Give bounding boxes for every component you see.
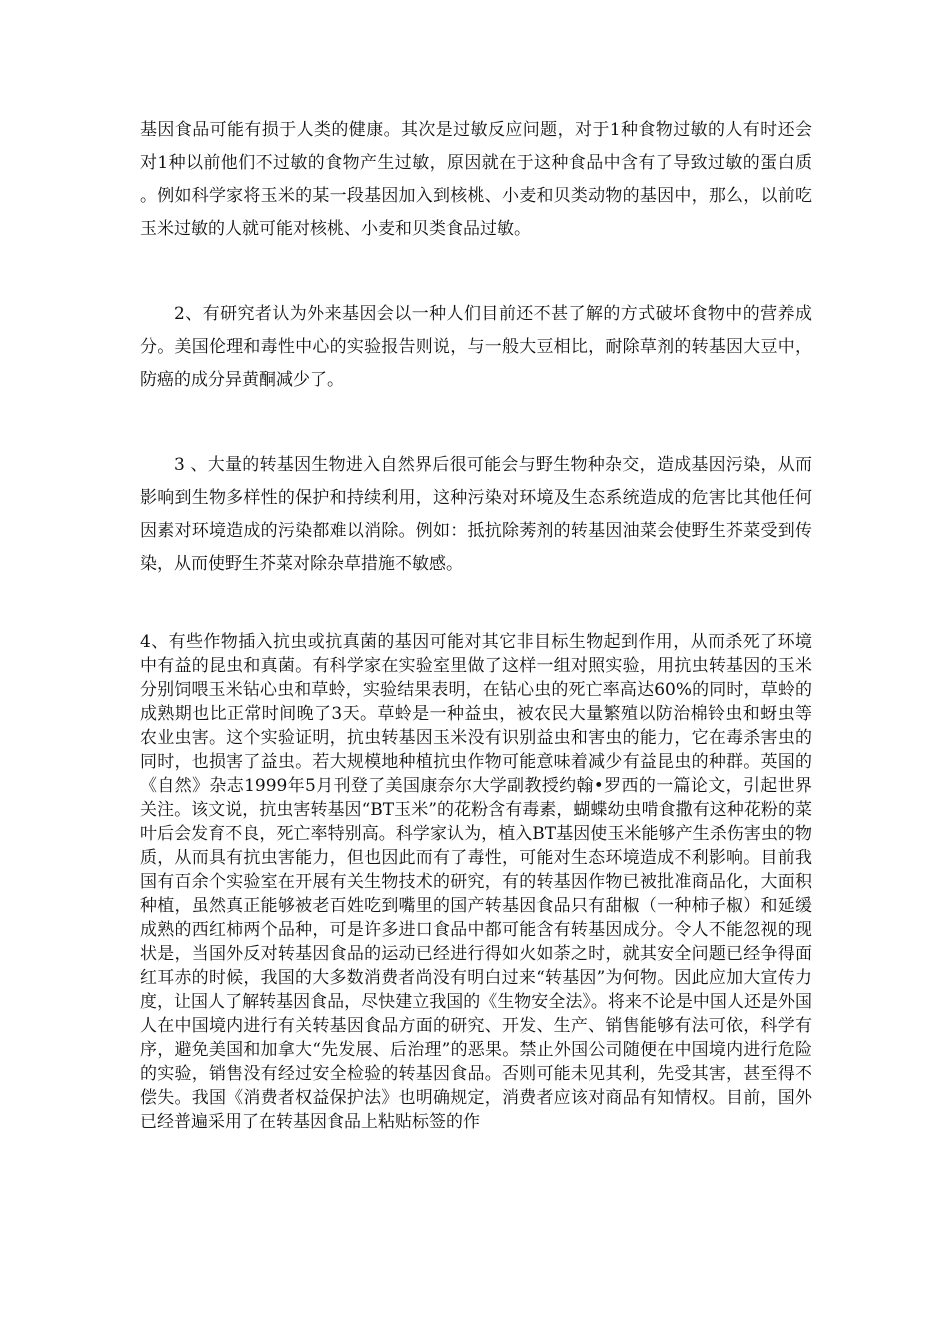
paragraph-nutrition: 2、有研究者认为外来基因会以一种人们目前还不甚了解的方式破坏食物中的营养成分。美国伦理和毒性中心的实验报告则说，与一般大豆相比，耐除草剂的转基因大豆中，防癌的成分异黄酮减少了。 xyxy=(140,304,812,390)
paragraph-gene-pollution: 3 、大量的转基因生物进入自然界后很可能会与野生物种杂交，造成基因污染，从而影响到生物多样性的保护和持续利用，这种污染对环境及生态系统造成的危害比其他任何因素对环境造成的污染都难以消除。例如：抵抗除莠剂的转基因油菜会使野生芥菜受到传染，从而使野生芥菜对除杂草措施不敏感。 xyxy=(140,455,812,574)
paragraph-allergy: 基因食品可能有损于人类的健康。其次是过敏反应问题，对于1种食物过敏的人有时还会对1种以前他们不过敏的食物产生过敏，原因就在于这种食品中含有了导致过敏的蛋白质。例如科学家将玉米的某一段基因加入到核桃、小麦和贝类动物的基因中，那么，以前吃玉米过敏的人就可能对核桃、小麦和贝类食品过敏。 xyxy=(140,120,812,239)
paragraph-non-target-organisms: 4、有些作物插入抗虫或抗真菌的基因可能对其它非目标生物起到作用，从而杀死了环境中有益的昆虫和真菌。有科学家在实验室里做了这样一组对照实验，用抗虫转基因的玉米分别饲喂玉米钻心虫和草蛉，实验结果表明，在钻心虫的死亡率高达60%的同时，草蛉的成熟期也比正常时间晚了3天。草蛉是一种益虫，被农民大量繁殖以防治棉铃虫和蚜虫等农业虫害。这个实验证明，抗虫转基因玉米没有识别益虫和害虫的能力，它在毒杀害虫的同时，也损害了益虫。若大规模地种植抗虫作物可能意味着减少有益昆虫的种群。英国的《自然》杂志1999年5月刊登了美国康奈尔大学副教授约翰•罗西的一篇论文，引起世界关注。该文说，抗虫害转基因“BT玉米”的花粉含有毒素，蝴蝶幼虫啃食撒有这种花粉的菜叶后会发育不良，死亡率特别高。科学家认为，植入BT基因使玉米能够产生杀伤害虫的物质，从而具有抗虫害能力，但也因此而有了毒性，可能对生态环境造成不利影响。目前我国有百余个实验室在开展有关生物技术的研究，有的转基因作物已被批准商品化，大面积种植，虽然真正能够被老百姓吃到嘴里的国产转基因食品只有甜椒（一种柿子椒）和延缓成熟的西红柿两个品种，可是许多进口食品中都可能含有转基因成分。令人不能忽视的现状是，当国外反对转基因食品的运动已经进行得如火如荼之时，就其安全问题已经争得面红耳赤的时候，我国的大多数消费者尚没有明白过来“转基因”为何物。因此应加大宣传力度，让国人了解转基因食品，尽快建立我国的《生物安全法》。将来不论是中国人还是外国人在中国境内进行有关转基因食品方面的研究、开发、生产、销售能够有法可依，科学有序，避免美国和加拿大“先发展、后治理”的恶果。禁止外国公司随便在中国境内进行危险的实验，销售没有经过安全检验的转基因食品。否则可能未见其利，先受其害，甚至得不偿失。我国《消费者权益保护法》也明确规定，消费者应该对商品有知情权。目前，国外已经普遍采用了在转基因食品上粘贴标签的作 xyxy=(140,632,812,1132)
